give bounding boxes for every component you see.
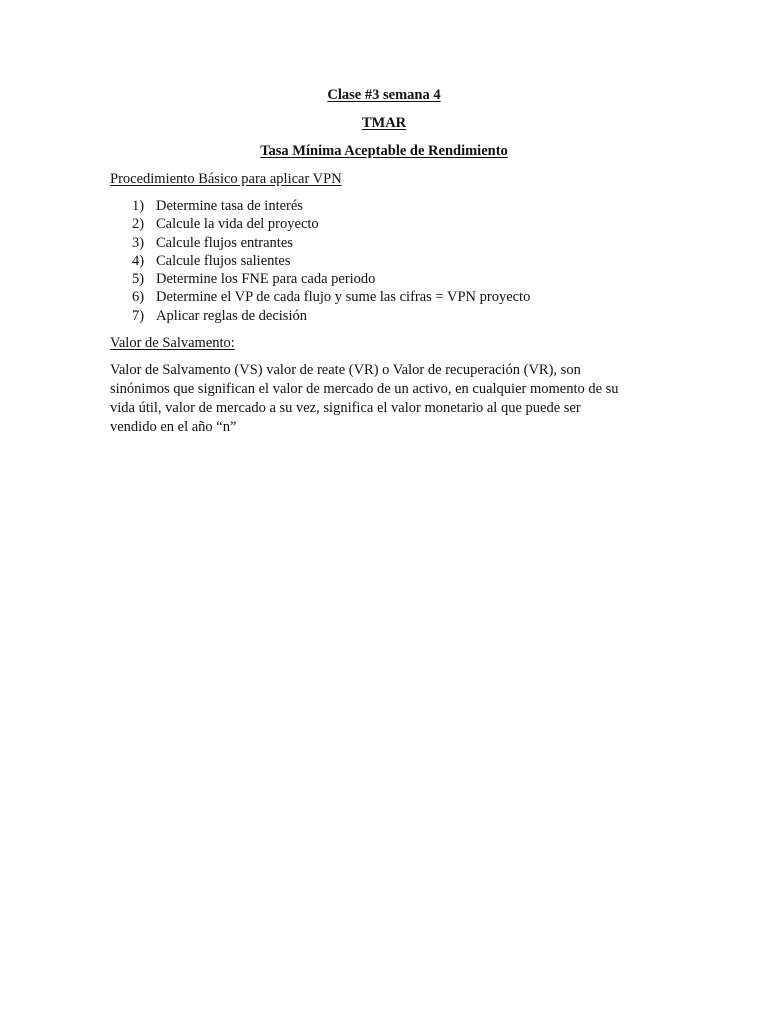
step-text: Determine tasa de interés xyxy=(156,198,303,214)
list-item xyxy=(110,288,530,306)
section-title-procedure: Procedimiento Básico para aplicar VPN xyxy=(110,171,342,187)
class-title xyxy=(0,86,768,104)
list-item xyxy=(110,234,530,252)
paragraph-line: vida útil, valor de mercado a su vez, significa el valor monetario al que puede ser xyxy=(110,400,581,416)
step-text: Calcule flujos entrantes xyxy=(156,234,293,251)
step-number: 1) xyxy=(132,198,145,214)
step-text: Calcule flujos salientes xyxy=(156,252,291,269)
step-number: 4) xyxy=(132,252,145,269)
step-number: 7) xyxy=(132,307,145,324)
paragraph-line: sinónimos que significan el valor de mercado de un activo, en cualquier momento de su xyxy=(110,381,619,397)
class-title-text: Clase #3 semana 4 xyxy=(327,87,441,103)
list-item xyxy=(110,252,530,270)
paragraph-line: vendido en el año “n” xyxy=(110,419,237,435)
list-item xyxy=(110,215,530,233)
list-item xyxy=(110,197,530,215)
section-title-salvage-value: Valor de Salvamento: xyxy=(110,335,235,351)
step-text: Determine el VP de cada flujo y sume las cifras = VPN proyecto xyxy=(156,289,531,306)
paragraph-line: Valor de Salvamento (VS) valor de reate (VR) o Valor de recuperación (VR), son xyxy=(110,362,581,378)
step-number: 6) xyxy=(132,289,145,306)
procedure-steps-list xyxy=(110,197,530,325)
step-text: Determine los FNE para cada periodo xyxy=(156,271,376,288)
salvage-value-paragraph xyxy=(110,361,670,437)
step-number: 5) xyxy=(132,271,145,288)
topic-title xyxy=(0,114,768,132)
step-number: 3) xyxy=(132,234,145,251)
list-item xyxy=(110,307,530,325)
topic-subtitle-text: Tasa Mínima Aceptable de Rendimiento xyxy=(260,143,508,159)
topic-subtitle xyxy=(0,142,768,160)
step-text: Calcule la vida del proyecto xyxy=(156,216,319,233)
step-number: 2) xyxy=(132,216,145,233)
list-item xyxy=(110,270,530,288)
step-text: Aplicar reglas de decisión xyxy=(156,307,307,324)
topic-title-text: TMAR xyxy=(361,115,407,131)
